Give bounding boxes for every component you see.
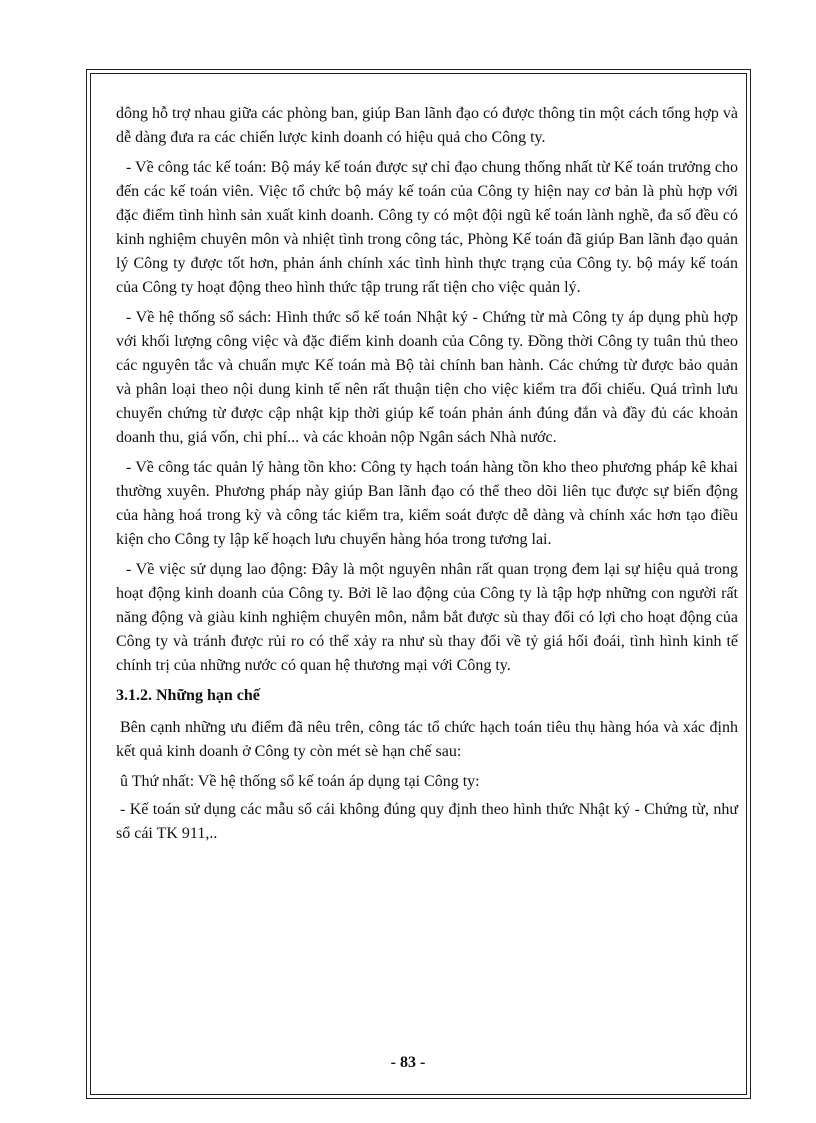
first-point-detail: - Kế toán sử dụng các mẫu sổ cái không đúng quy định theo hình thức Nhật ký - Chứng từ, như sổ cái TK 911,.. [116,801,738,842]
section-heading: 3.1.2. Những hạn chế [116,687,260,704]
paragraph-labor-use: - Về việc sử dụng lao động: Đây là một nguyên nhân rất quan trọng đem lại sự hiệu quả trong hoạt động kinh doanh của Công ty. Bởi lẽ lao động của Công ty là tập hợp những con người rất năng động và giàu kinh nghiệm chuyên môn, nắm bắt được sù thay đổi có lợi cho hoạt động của Công ty và tránh được rủi ro có thể xảy ra như sù thay đổi về tỷ giá hối đoái, tình hình kinh tế chính trị của những nước có quan hệ thương mại với Công ty. [116,561,738,674]
first-point: û Thứ nhất: Về hệ thống sổ kế toán áp dụng tại Công ty: [120,773,480,790]
page-number: - 83 - [390,1054,426,1071]
paragraph-bookkeeping-system: - Về hệ thống sổ sách: Hình thức sổ kế toán Nhật ký - Chứng từ mà Công ty áp dụng phù hợp với khối lượng công việc và đặc điểm kinh doanh của Công ty. Đồng thời Công ty tuân thủ theo các nguyên tắc và chuẩn mực Kế toán mà Bộ tài chính ban hành. Các chứng từ được bảo quản và phân loại theo nội dung kinh tế nên rất thuận tiện cho việc kiểm tra đối chiếu. Quá trình lưu chuyển chứng từ được cập nhật kịp thời giúp kế toán phản ánh đúng đắn và đầy đủ các khoản doanh thu, giá vốn, chi phí... và các khoản nộp Ngân sách Nhà nước. [116,309,738,446]
paragraph-limitations-intro: Bên cạnh những ưu điểm đã nêu trên, công tác tổ chức hạch toán tiêu thụ hàng hóa và xác định kết quả kinh doanh ở Công ty còn mét sè hạn chế sau: [116,719,738,760]
document-body [116,102,738,852]
paragraph-intro: dông hỗ trợ nhau giữa các phòng ban, giúp Ban lãnh đạo có được thông tin một cách tổng hợp và dễ dàng đưa ra các chiến lược kinh doanh có hiệu quả cho Công ty. [116,105,738,146]
paragraph-inventory-management: - Về công tác quản lý hàng tồn kho: Công ty hạch toán hàng tồn kho theo phương pháp kê khai thường xuyên. Phương pháp này giúp Ban lãnh đạo có thể theo dõi liên tục được sự biến động của hàng hoá trong kỳ và công tác kiểm tra, kiểm soát được dễ dàng và chính xác hơn tạo điều kiện cho Công ty lập kế hoạch lưu chuyển hàng hóa trong tương lai. [116,459,738,548]
paragraph-accounting-work: - Về công tác kế toán: Bộ máy kế toán được sự chỉ đạo chung thống nhất từ Kế toán trưởng cho đến các kế toán viên. Việc tổ chức bộ máy kế toán của Công ty hiện nay cơ bản là phù hợp với đặc điểm tình hình sản xuất kinh doanh. Công ty có một đội ngũ kế toán lành nghề, đa số đều có kinh nghiệm chuyên môn và nhiệt tình trong công tác, Phòng Kế toán đã giúp Ban lãnh đạo quản lý Công ty được tốt hơn, phản ánh chính xác tình hình thực trạng của Công ty. bộ máy kế toán của Công ty hoạt động theo hình thức tập trung rất tiện cho việc quản lý. [116,159,738,296]
